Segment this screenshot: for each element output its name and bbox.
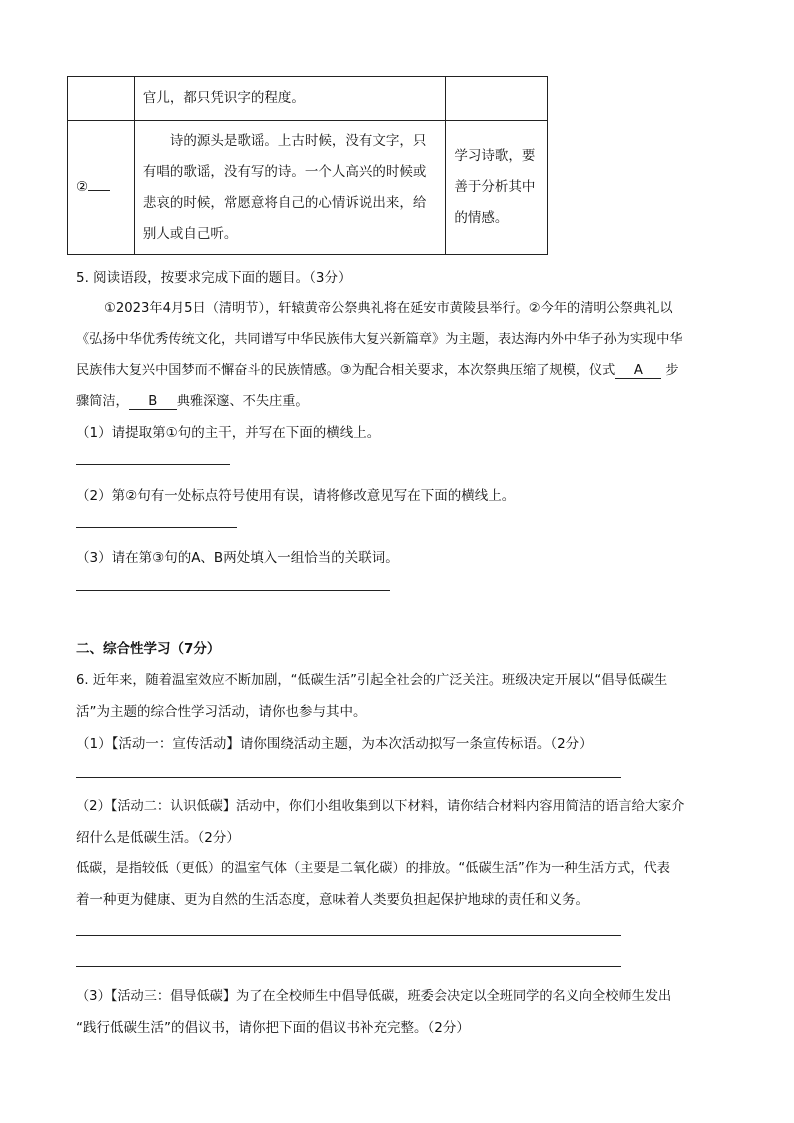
table-cell-text: 官儿，都只凭识字的程度。 [134, 77, 446, 121]
paragraph-line: ①2023年4月5日（清明节），轩辕黄帝公祭典礼将在延安市黄陵县举行。②今年的清明公祭典礼以 [104, 301, 673, 316]
activity-1: （1）【活动一：宣传活动】请你围绕活动主题，为本次活动拟写一条宣传标语。（2分） [76, 736, 593, 752]
paragraph-text: 步 [665, 363, 679, 378]
material-line: 低碳，是指较低（更低）的温室气体（主要是二氧化碳）的排放。“低碳生活”作为一种生活方式，代表 [76, 861, 670, 876]
activity-3-line: “践行低碳生活”的倡议书，请你把下面的倡议书补充完整。（2分） [76, 1020, 470, 1036]
section-heading: 二、综合性学习（7分） [76, 641, 221, 657]
paragraph-line: 《弘扬中华优秀传统文化，共同谱写中华民族伟大复兴新篇章》为主题，表达海内外中华子孙为实现中华 [76, 332, 683, 347]
table-cell-marker [68, 121, 135, 255]
question-6-line: 6. 近年来，随着温室效应不断加剧，“低碳生活”引起全社会的广泛关注。班级决定开展以“倡导低碳生 [76, 673, 668, 688]
sub-question-2: （2）第②句有一处标点符号使用有误，请将修改意见写在下面的横线上。 [76, 488, 516, 504]
circled-number: ② [76, 179, 89, 195]
answer-line[interactable] [76, 590, 390, 591]
table-cell-empty [446, 77, 548, 121]
paragraph-text: 民族伟大复兴中国梦而不懈奋斗的民族情感。③为配合相关要求，本次祭典压缩了规模，仪式 [76, 363, 616, 378]
blank-b[interactable]: B [129, 394, 177, 410]
table-cell-text: 学习诗歌，要善于分析其中的情感。 [446, 121, 548, 255]
paragraph-text: 典雅深邃、不失庄重。 [176, 394, 309, 409]
paragraph-line [76, 390, 309, 410]
material-line: 着一种更为健康、更为自然的生活态度，意味着人类要负担起保护地球的责任和义务。 [76, 892, 589, 908]
content-table [67, 76, 548, 255]
answer-line[interactable] [76, 966, 621, 967]
table-cell-text: 诗的源头是歌谣。上古时候，没有文字，只有唱的歌谣，没有写的诗。一个人高兴的时候或悲哀的时候，常愿意将自己的心情诉说出来，给别人或自己听。 [134, 121, 446, 255]
activity-3-line: （3）【活动三：倡导低碳】为了在全校师生中倡导低碳，班委会决定以全班同学的名义向全校师生发出 [76, 989, 672, 1004]
paragraph-text: 骤简洁， [76, 394, 129, 409]
answer-line[interactable] [76, 527, 237, 528]
table-row [68, 121, 548, 255]
answer-blank[interactable] [88, 190, 110, 191]
answer-line[interactable] [76, 464, 230, 465]
blank-a[interactable]: A [615, 363, 661, 379]
activity-2-line: 绍什么是低碳生活。（2分） [76, 830, 240, 846]
question-5-title: 5. 阅读语段，按要求完成下面的题目。（3分） [76, 270, 352, 286]
table-row [68, 77, 548, 121]
activity-2-line: （2）【活动二：认识低碳】活动中，你们小组收集到以下材料，请你结合材料内容用简洁的语言给大家介 [76, 799, 685, 814]
answer-line[interactable] [76, 777, 621, 778]
paragraph-line [76, 359, 679, 379]
table-cell-empty [68, 77, 135, 121]
sub-question-3: （3）请在第③句的A、B两处填入一组恰当的关联词。 [76, 550, 399, 566]
answer-line[interactable] [76, 935, 621, 936]
question-6-line: 活”为主题的综合性学习活动，请你也参与其中。 [76, 704, 367, 720]
sub-question-1: （1）请提取第①句的主干，并写在下面的横线上。 [76, 425, 381, 441]
